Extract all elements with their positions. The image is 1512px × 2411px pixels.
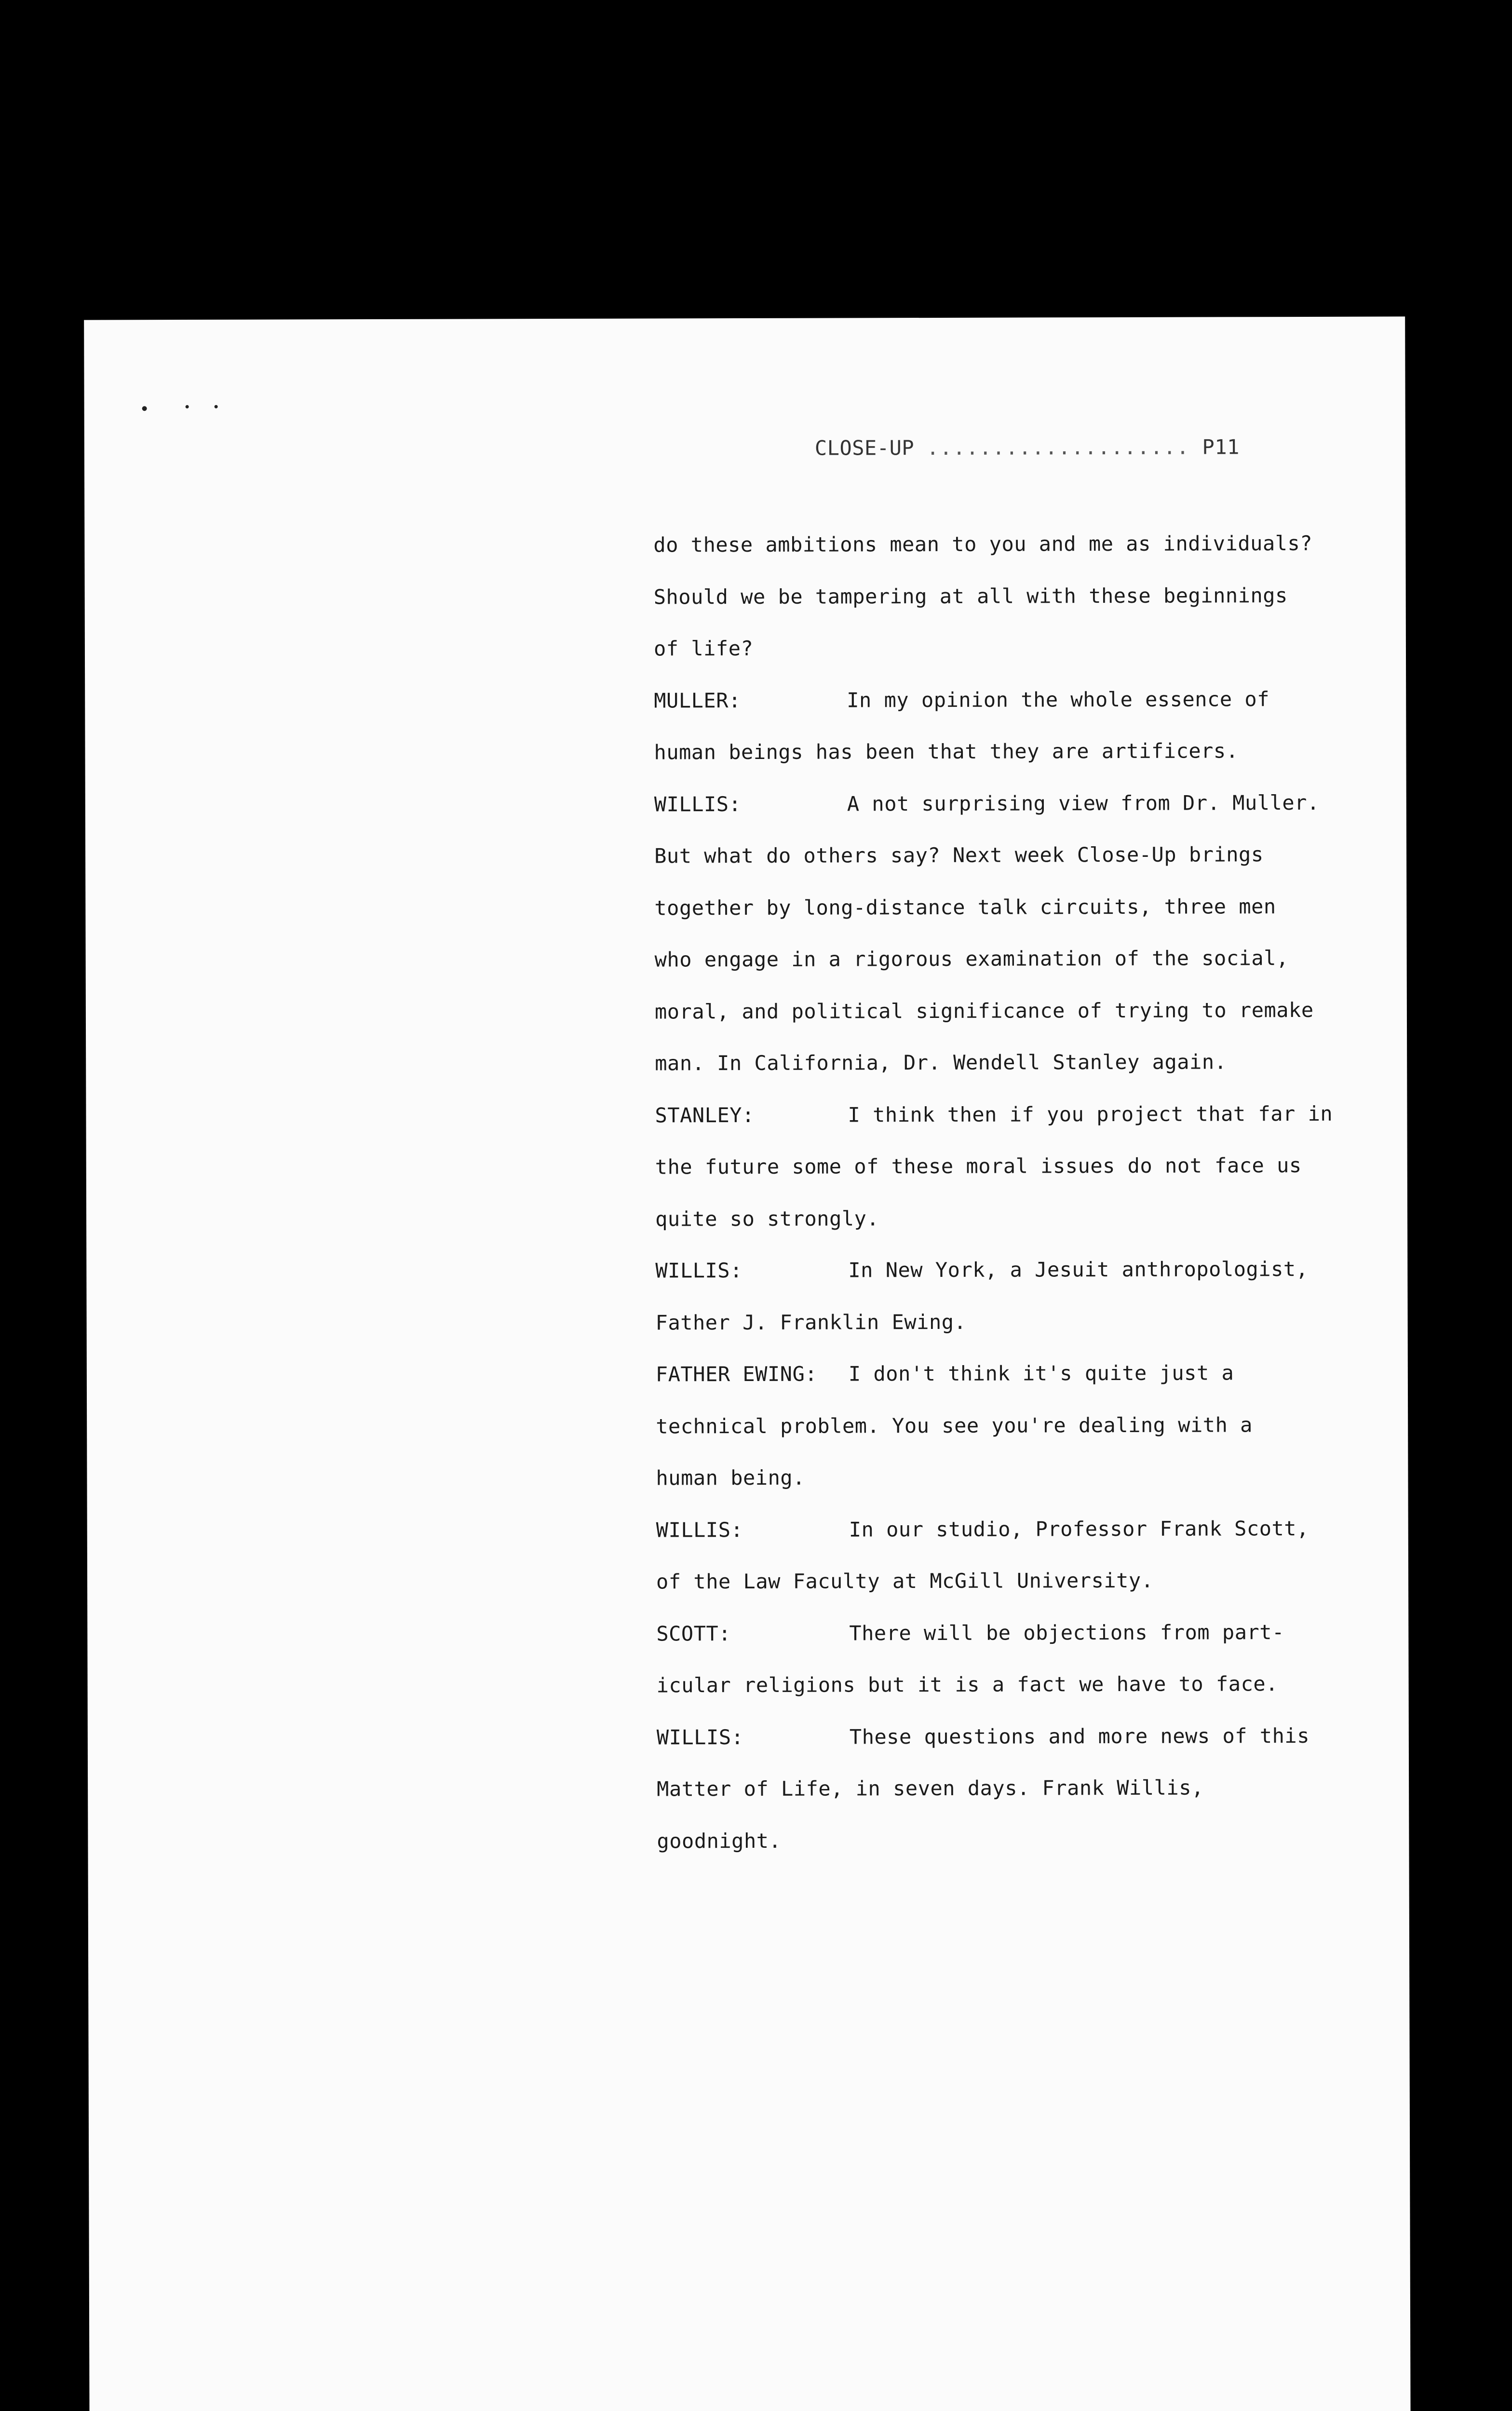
dialogue-text: goodnight. <box>657 1829 782 1853</box>
dialogue-text: quite so strongly. <box>655 1206 879 1231</box>
dialogue-text: Matter of Life, in seven days. Frank Willis, <box>657 1775 1204 1801</box>
script-line <box>657 1825 1380 1878</box>
script-line <box>654 788 1377 841</box>
page-header <box>815 435 1240 460</box>
script-line <box>655 1047 1378 1101</box>
script-line <box>654 840 1377 894</box>
script-line <box>654 736 1377 790</box>
dialogue-text: icular religions but it is a fact we have to face. <box>656 1672 1278 1697</box>
speaker-name: STANLEY: <box>655 1103 755 1127</box>
header-title: CLOSE-UP <box>814 436 915 460</box>
speaker-name: FATHER EWING: <box>655 1362 818 1386</box>
dialogue-text: These questions and more news of this <box>849 1723 1310 1748</box>
dialogue-text: technical problem. You see you're dealing with a <box>656 1412 1253 1438</box>
dialogue-text: the future some of these moral issues do not face us <box>655 1153 1302 1179</box>
script-line <box>655 944 1378 997</box>
dialogue-text: There will be objections from part- <box>849 1620 1284 1645</box>
dialogue-text: human beings has been that they are artificers. <box>654 739 1239 764</box>
script-line <box>657 1669 1380 1723</box>
dialogue-text: do these ambitions mean to you and me as individuals? <box>653 531 1313 557</box>
dialogue-text: human being. <box>656 1465 805 1490</box>
script-line <box>655 1099 1378 1152</box>
dialogue-text: A not surprising view from Dr. Muller. <box>847 790 1320 815</box>
dialogue-text: I don't think it's quite just a <box>848 1361 1234 1386</box>
document-page <box>84 316 1411 2411</box>
dialogue-text: In New York, a Jesuit anthropologist, <box>848 1257 1309 1282</box>
speaker-name: WILLIS: <box>656 1517 743 1542</box>
script-line <box>657 1721 1380 1774</box>
script-line <box>654 581 1377 634</box>
script-line <box>657 1773 1380 1827</box>
script-line <box>655 995 1378 1049</box>
speaker-name: MULLER: <box>654 688 741 713</box>
script-line <box>655 1151 1378 1205</box>
script-line <box>654 892 1377 945</box>
dialogue-text: Should we be tampering at all with these beginnings <box>653 583 1288 609</box>
dialogue-text: of life? <box>653 636 754 661</box>
speaker-name: WILLIS: <box>655 1259 742 1283</box>
header-leader-dots: .................... <box>926 435 1190 460</box>
script-line <box>656 1306 1379 1360</box>
script-line <box>656 1617 1379 1671</box>
dialogue-text: of the Law Faculty at McGill University. <box>656 1568 1154 1594</box>
script-line <box>653 529 1377 582</box>
dialogue-text: I think then if you project that far in <box>848 1101 1333 1126</box>
dialogue-text: who engage in a rigorous examination of the social, <box>654 946 1289 972</box>
script-line <box>656 1410 1379 1463</box>
speaker-name: SCOTT: <box>656 1621 731 1645</box>
script-line <box>656 1514 1379 1567</box>
dialogue-text: In our studio, Professor Frank Scott, <box>849 1516 1309 1541</box>
dialogue-text: Father J. Franklin Ewing. <box>655 1310 967 1334</box>
script-line <box>655 1255 1378 1308</box>
script-body <box>653 529 1380 1879</box>
dialogue-text: together by long-distance talk circuits, three men <box>654 894 1276 920</box>
dialogue-text: But what do others say? Next week Close-Up brings <box>654 842 1264 868</box>
page-number: P11 <box>1202 435 1240 459</box>
script-line <box>656 1566 1379 1619</box>
dialogue-text: moral, and political significance of trying to remake <box>654 998 1314 1023</box>
page-edge-marks <box>142 404 239 414</box>
script-line <box>654 684 1377 738</box>
dialogue-text: In my opinion the whole essence of <box>847 687 1270 712</box>
script-line <box>656 1358 1379 1412</box>
dialogue-text: man. In California, Dr. Wendell Stanley again. <box>655 1050 1227 1075</box>
speaker-name: WILLIS: <box>654 792 742 816</box>
script-line <box>654 633 1377 686</box>
speaker-name: WILLIS: <box>656 1725 744 1749</box>
script-line <box>655 1203 1378 1256</box>
script-line <box>656 1462 1379 1516</box>
